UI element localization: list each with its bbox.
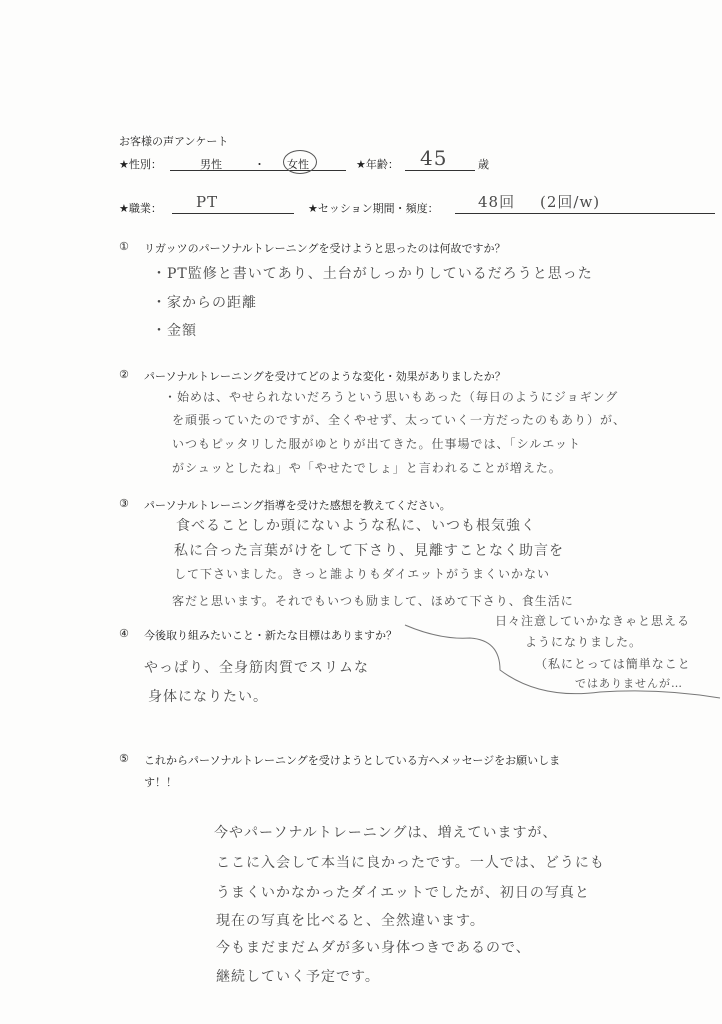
job-label: ★職業： — [119, 202, 162, 215]
answer-3-overflow-1: 日々注意していかなきゃと思える — [495, 614, 691, 628]
form-title: お客様の声アンケート — [119, 135, 229, 148]
answer-1-line-1: ・PT監修と書いてあり、土台がしっかりしているだろうと思った — [152, 266, 593, 282]
job-underline — [172, 213, 294, 214]
answer-5-line-1: 今やパーソナルトレーニングは、増えていますが、 — [214, 825, 558, 841]
question-3-number: ③ — [119, 497, 129, 510]
answer-2-line-3: いつもピッタリした服がゆとりが出てきた。仕事場では、「シルエット — [172, 437, 581, 451]
session-frequency: (2回/w) — [540, 193, 601, 211]
question-2-text: パーソナルトレーニングを受けてどのような変化・効果がありましたか？ — [144, 370, 506, 383]
session-label: ★セッション期間・頻度： — [308, 202, 439, 215]
answer-3-line-1: 食べることしか頭にないような私に、いつも根気強く — [176, 518, 536, 534]
age-unit: 歳 — [478, 158, 489, 171]
question-1-text: リガッツのパーソナルトレーニングを受けようと思ったのは何故ですか？ — [144, 242, 506, 255]
answer-5-line-3: うまくいかなかったダイエットでしたが、初日の写真と — [216, 885, 590, 901]
answer-2-line-1: ・始めは、やせられないだろうという思いもあった（毎日のようにジョギング — [164, 390, 619, 404]
question-5-text-cont: す！！ — [144, 776, 177, 789]
answer-2-line-4: がシュッとしたね」や「やせたでしょ」と言われることが増えた。 — [172, 461, 562, 475]
gender-female: 女性 — [287, 158, 309, 171]
answer-1-line-3: ・金額 — [152, 323, 197, 339]
answer-3-line-4: 客だと思います。それでもいつも励まして、ほめて下さり、食生活に — [172, 594, 574, 608]
gender-circle-mark — [283, 150, 317, 174]
session-value: 48回 — [478, 193, 516, 211]
answer-1-line-2: ・家からの距離 — [152, 295, 257, 311]
answer-3-line-2: 私に合った言葉がけをして下さり、見離すことなく助言を — [174, 543, 564, 559]
answer-3-overflow-2: ようになりました。 — [525, 635, 643, 649]
answer-5-line-5: 今もまだまだムダが多い身体つきであるので、 — [216, 940, 531, 956]
question-4-number: ④ — [119, 627, 129, 640]
session-underline — [455, 213, 715, 214]
age-value: 45 — [420, 146, 448, 170]
question-2-number: ② — [119, 368, 129, 381]
answer-5-line-4: 現在の写真を比べると、全然違います。 — [216, 913, 485, 929]
answer-3-overflow-4: ではありませんが… — [575, 677, 683, 690]
job-value: PT — [196, 193, 219, 211]
answer-4-line-2: 身体になりたい。 — [148, 689, 268, 705]
question-3-text: パーソナルトレーニング指導を受けた感想を教えてください。 — [144, 499, 451, 512]
question-5-number: ⑤ — [119, 752, 129, 765]
question-5-text: これからパーソナルトレーニングを受けようとしている方へメッセージをお願いしま — [144, 754, 561, 767]
answer-5-line-6: 継続していく予定です。 — [216, 969, 380, 985]
question-4-text: 今後取り組みたいこと・新たな目標はありますか？ — [144, 629, 397, 642]
answer-2-line-2: を頑張っていたのですが、全くやせず、太っていく一方だったのもあり）が、 — [172, 413, 627, 427]
age-underline — [405, 170, 475, 171]
gender-label: ★性別： — [119, 158, 162, 171]
answer-3-overflow-3: （私にとっては簡単なこと — [535, 657, 691, 671]
gender-separator: ・ — [254, 158, 265, 171]
answer-3-line-3: して下さいました。きっと誰よりもダイエットがうまくいかない — [174, 567, 551, 581]
question-1-number: ① — [119, 240, 129, 253]
answer-4-line-1: やっぱり、全身筋肉質でスリムな — [144, 660, 369, 676]
age-label: ★年齢： — [356, 158, 399, 171]
answer-5-line-2: ここに入会して本当に良かったです。一人では、どうにも — [216, 855, 605, 871]
gender-male: 男性 — [200, 158, 222, 171]
